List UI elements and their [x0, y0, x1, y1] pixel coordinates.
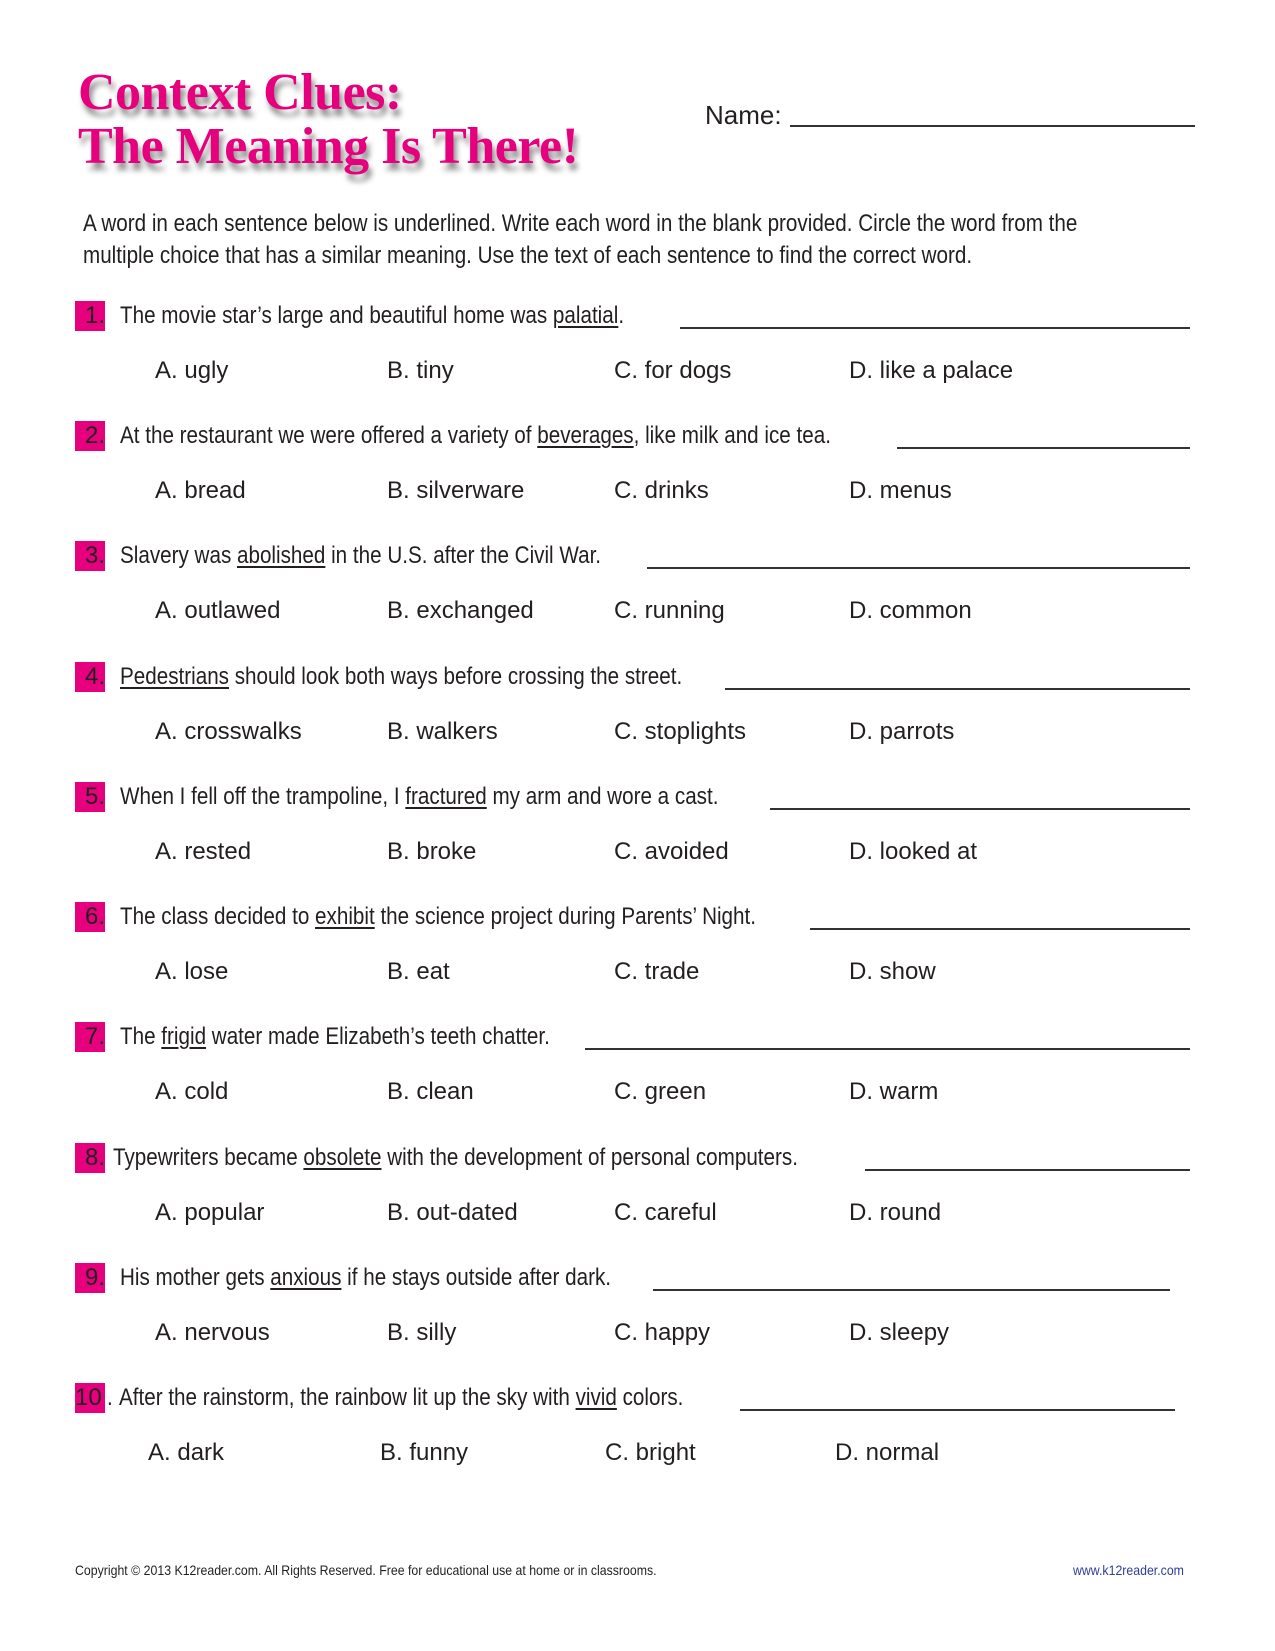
- sentence-after: if he stays outside after dark.: [341, 1264, 612, 1291]
- choice-c[interactable]: C. stoplights: [614, 718, 747, 745]
- question-sentence: [113, 1142, 798, 1174]
- choice-d[interactable]: D. warm: [849, 1078, 939, 1105]
- choice-d[interactable]: D. like a palace: [849, 357, 1014, 384]
- choice-b[interactable]: B. broke: [387, 838, 477, 865]
- choice-d[interactable]: D. show: [849, 958, 936, 985]
- question-10: [75, 1383, 1185, 1466]
- sentence-after: in the U.S. after the Civil War.: [325, 542, 602, 569]
- choice-b[interactable]: B. clean: [387, 1078, 474, 1105]
- underlined-word: vivid: [575, 1384, 617, 1411]
- sentence-before: At the restaurant we were offered a variety of: [120, 422, 538, 449]
- question-number: 8.: [84, 1144, 105, 1171]
- question-sentence: [106, 1382, 684, 1414]
- answer-blank[interactable]: [647, 567, 1190, 569]
- underlined-word: abolished: [237, 542, 326, 569]
- choice-a[interactable]: A. crosswalks: [155, 718, 302, 745]
- choice-c[interactable]: C. running: [614, 597, 725, 624]
- sentence-after: .: [618, 302, 625, 329]
- copyright-notice: Copyright © 2013 K12reader.com. All Rights Reserved. Free for educational use at home or in classrooms.: [75, 1562, 657, 1578]
- question-number-badge: [75, 1263, 105, 1293]
- title-line-2: The Meaning Is There!: [78, 118, 579, 175]
- question-9: [75, 1263, 1185, 1346]
- question-number-badge: [75, 1022, 105, 1052]
- choice-b[interactable]: B. out-dated: [387, 1199, 518, 1226]
- choices-row: [75, 1319, 1175, 1349]
- question-number-badge: [75, 782, 105, 812]
- question-sentence: [120, 661, 682, 693]
- choices-row: [75, 718, 1175, 748]
- question-number-badge: [75, 541, 105, 571]
- question-7: [75, 1022, 1185, 1105]
- choice-c[interactable]: C. drinks: [614, 477, 709, 504]
- question-number: 5.: [84, 783, 105, 810]
- answer-blank[interactable]: [725, 688, 1190, 690]
- name-blank-line[interactable]: [790, 103, 1195, 127]
- instructions-line-2: multiple choice that has a similar meaning. Use the text of each sentence to find the correct word.: [83, 242, 973, 269]
- choices-row: [75, 597, 1175, 627]
- sentence-after: , like milk and ice tea.: [633, 422, 831, 449]
- choice-b[interactable]: B. walkers: [387, 718, 498, 745]
- question-sentence: [120, 420, 831, 452]
- question-number: 2.: [84, 422, 105, 449]
- choice-b[interactable]: B. eat: [387, 958, 450, 985]
- question-number: 6.: [84, 903, 105, 930]
- choice-d[interactable]: D. common: [849, 597, 972, 624]
- choice-d[interactable]: D. sleepy: [849, 1319, 950, 1346]
- choices-row: [75, 838, 1175, 868]
- answer-blank[interactable]: [897, 447, 1190, 449]
- underlined-word: beverages: [537, 422, 634, 449]
- sentence-before: The class decided to: [120, 903, 316, 930]
- sentence-before: Typewriters became: [113, 1144, 304, 1171]
- choice-b[interactable]: B. silly: [387, 1319, 457, 1346]
- choice-b[interactable]: B. tiny: [387, 357, 454, 384]
- question-number-badge: [75, 1143, 105, 1173]
- sentence-before: After the rainstorm, the rainbow lit up the sky with: [119, 1384, 576, 1411]
- sentence-after: water made Elizabeth’s teeth chatter.: [206, 1023, 550, 1050]
- answer-blank[interactable]: [740, 1409, 1175, 1411]
- choice-a[interactable]: A. ugly: [155, 357, 229, 384]
- sentence-before: Slavery was: [120, 542, 238, 569]
- question-number-badge: [75, 1383, 105, 1413]
- choice-c[interactable]: C. trade: [614, 958, 700, 985]
- choice-c[interactable]: C. green: [614, 1078, 707, 1105]
- sentence-before: When I fell off the trampoline, I: [120, 783, 406, 810]
- question-2: [75, 421, 1185, 504]
- question-3: [75, 541, 1185, 624]
- instructions-line-1: A word in each sentence below is underlined. Write each word in the blank provided. Circle the word from the: [83, 210, 1078, 237]
- question-sentence: [120, 1262, 611, 1294]
- answer-blank[interactable]: [680, 327, 1190, 329]
- choice-a[interactable]: A. outlawed: [155, 597, 281, 624]
- choices-row: [75, 1439, 1175, 1469]
- choice-d[interactable]: D. menus: [849, 477, 952, 504]
- choice-a[interactable]: A. cold: [155, 1078, 229, 1105]
- sentence-before: The movie star’s large and beautiful home was: [120, 302, 553, 329]
- choice-a[interactable]: A. dark: [148, 1439, 225, 1466]
- choice-c[interactable]: C. for dogs: [614, 357, 732, 384]
- website-link[interactable]: www.k12reader.com: [1073, 1562, 1184, 1578]
- question-number-badge: [75, 421, 105, 451]
- choice-b[interactable]: B. exchanged: [387, 597, 534, 624]
- underlined-word: Pedestrians: [120, 663, 230, 690]
- question-number-badge: [75, 902, 105, 932]
- question-number-badge: [75, 662, 105, 692]
- choice-c[interactable]: C. happy: [614, 1319, 711, 1346]
- choice-b[interactable]: B. silverware: [387, 477, 525, 504]
- choice-a[interactable]: A. lose: [155, 958, 229, 985]
- underlined-word: exhibit: [315, 903, 375, 930]
- choice-b[interactable]: B. funny: [380, 1439, 469, 1466]
- sentence-after: colors.: [616, 1384, 684, 1411]
- choice-d[interactable]: D. looked at: [849, 838, 978, 865]
- choice-a[interactable]: A. popular: [155, 1199, 265, 1226]
- question-number: 7.: [84, 1023, 105, 1050]
- question-sentence: [120, 540, 601, 572]
- worksheet-title: [78, 66, 578, 174]
- answer-blank[interactable]: [810, 928, 1190, 930]
- question-sentence: [120, 1021, 550, 1053]
- choices-row: [75, 357, 1175, 387]
- sentence-before: The: [120, 1023, 162, 1050]
- sentence-after: with the development of personal computers.: [381, 1144, 798, 1171]
- choice-d[interactable]: D. parrots: [849, 718, 955, 745]
- choice-d[interactable]: D. normal: [835, 1439, 940, 1466]
- answer-blank[interactable]: [585, 1048, 1190, 1050]
- question-5: [75, 782, 1185, 865]
- question-number: 3.: [84, 542, 105, 569]
- question-6: [75, 902, 1185, 985]
- underlined-word: frigid: [161, 1023, 207, 1050]
- choice-a[interactable]: A. bread: [155, 477, 246, 504]
- choice-c[interactable]: C. bright: [605, 1439, 696, 1466]
- choices-row: [75, 1078, 1175, 1108]
- choice-d[interactable]: D. round: [849, 1199, 942, 1226]
- underlined-word: fractured: [405, 783, 487, 810]
- question-sentence: [120, 781, 718, 813]
- question-sentence: [120, 300, 624, 332]
- underlined-word: obsolete: [303, 1144, 382, 1171]
- question-number: 10: [75, 1384, 102, 1411]
- question-1: [75, 301, 1185, 384]
- sentence-after: should look both ways before crossing the street.: [229, 663, 683, 690]
- underlined-word: palatial: [552, 302, 619, 329]
- answer-blank[interactable]: [770, 808, 1190, 810]
- choices-row: [75, 477, 1175, 507]
- choice-a[interactable]: A. nervous: [155, 1319, 270, 1346]
- question-number: 9.: [84, 1264, 105, 1291]
- instructions: [83, 208, 1078, 272]
- underlined-word: anxious: [270, 1264, 342, 1291]
- question-number-badge: [75, 301, 105, 331]
- question-number: 4.: [84, 663, 105, 690]
- choices-row: [75, 1199, 1175, 1229]
- question-sentence: [120, 901, 756, 933]
- answer-blank[interactable]: [653, 1289, 1170, 1291]
- choice-c[interactable]: C. avoided: [614, 838, 729, 865]
- choice-c[interactable]: C. careful: [614, 1199, 717, 1226]
- question-number: 1.: [84, 302, 105, 329]
- question-8: [75, 1143, 1185, 1226]
- choice-a[interactable]: A. rested: [155, 838, 252, 865]
- name-field: [705, 100, 1195, 131]
- question-4: [75, 662, 1185, 745]
- number-period: .: [106, 1384, 113, 1411]
- title-line-1: Context Clues:: [78, 64, 402, 121]
- sentence-before: His mother gets: [120, 1264, 271, 1291]
- name-label: Name:: [705, 100, 782, 130]
- answer-blank[interactable]: [865, 1169, 1190, 1171]
- sentence-after: the science project during Parents’ Night.: [374, 903, 756, 930]
- choices-row: [75, 958, 1175, 988]
- sentence-after: my arm and wore a cast.: [486, 783, 719, 810]
